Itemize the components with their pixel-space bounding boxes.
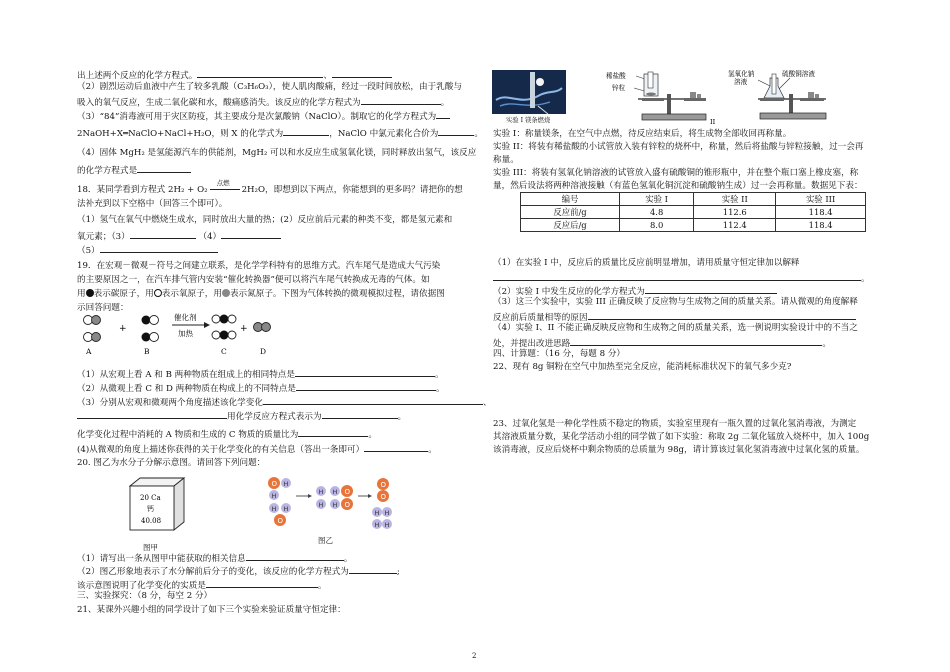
svg-text:O: O: [344, 488, 351, 496]
svg-text:O: O: [344, 501, 351, 509]
svg-text:H: H: [271, 505, 277, 513]
balance-naoh-cuso4-figure: [728, 68, 838, 124]
acid-label: 稀盐酸: [606, 72, 626, 80]
answer-blank[interactable]: [295, 366, 435, 377]
q18-line3: （1）氢气在氧气中燃烧生成水，同时放出大量的热；(2）反应前后元素的种类不变，都是氢元素和: [77, 215, 453, 225]
table-cell: 反应后/g: [521, 219, 620, 232]
reaction-condition: 点燃: [208, 184, 242, 197]
q21-3-line1: （3）这三个实验中，实验 III 正确反映了反应物与生成物之间的质量关系。请从微观的角度解释: [493, 297, 858, 307]
q18-line4: 氧元素；（3） （4）: [77, 228, 281, 244]
table-header-row: [521, 193, 866, 206]
naoh-label-1: 氢氧化钠: [728, 70, 755, 78]
q19-line2: 的主要原因之一，在汽车排气管内安装“催化转换器”便可以将汽车尾气转换成无毒的气体。如: [77, 275, 430, 285]
zinc-label: 锌粒: [612, 84, 626, 92]
section-3-heading: 三、实验探究：（8 分，每空 2 分）: [77, 591, 213, 601]
svg-text:H: H: [374, 521, 380, 529]
gas-conversion-diagram: [80, 310, 290, 356]
answer-blank[interactable]: [221, 228, 281, 239]
experiment-3-desc-2: 量，然后设法将两种溶液接触（有蓝色氢氧化铜沉淀和硫酸钠生成）过一会再称量。数据见下表：: [493, 181, 863, 191]
experiment-i-caption: 实验 I 镁条燃烧: [506, 117, 551, 124]
svg-text:H: H: [283, 480, 289, 488]
svg-text:O: O: [380, 481, 387, 489]
q17-4-line2: 的化学方程式是: [77, 162, 191, 178]
table-header-cell: 编号: [521, 193, 620, 206]
q19-line4: 示回答问题：: [77, 303, 129, 313]
mass-data-table: [520, 192, 866, 232]
q20-3: 该示意图说明了化学变化的实质是 。: [77, 577, 327, 593]
answer-blank[interactable]: [130, 228, 196, 239]
label-a: A: [86, 347, 92, 356]
q17-3-line2: 2NaOH+X═NaClO+NaCl+H₂O，则 X 的化学式为 ，NaClO 中氯元素化合价为 。: [77, 125, 483, 141]
q23-line3: 该消毒液，反应后烧杯中剩余物质的总质量为 98g，请计算该过氧化氢消毒液中过氧化氢的质量。: [493, 445, 865, 455]
answer-blank[interactable]: [645, 283, 777, 294]
water-molecule: [269, 503, 291, 526]
element-name: 钙: [147, 505, 154, 513]
section-4-heading: 四、计算题：（16 分，每题 8 分）: [493, 349, 626, 359]
naoh-label-2: 溶液: [734, 78, 748, 86]
magnesium-burning-photo: [492, 70, 568, 124]
molecule-b: [142, 316, 159, 342]
element-mass: 40.08: [141, 517, 162, 525]
experiment-1-desc: 实验 I：称量镁条，在空气中点燃，待反应结束后，将生成物全部收回再称量。: [493, 129, 792, 139]
answer-blank[interactable]: [100, 242, 218, 253]
q21-4-line1: （4）实验 I、II 不能正确反映反应物和生成物之间的质量关系，选一例说明实验设计中的不当之: [493, 323, 858, 333]
catalyst-label: 催化剂: [174, 313, 197, 322]
q19-2: （2）从微观上看 C 和 D 两种物质在构成上的不同特点是 。: [77, 380, 445, 396]
table-header-cell: 实验 I: [620, 193, 694, 206]
svg-text:H: H: [332, 488, 338, 496]
q19-3b: 用化学反应方程式表示为 。: [77, 408, 406, 424]
answer-blank[interactable]: [77, 408, 227, 419]
svg-text:O: O: [277, 517, 284, 525]
table-cell: 112.4: [694, 219, 776, 232]
q17-2-line1: （2）剧烈运动后血液中产生了较多乳酸（C₃H₆O₃），使人肌肉酸痛，经过一段时间放松，由于乳酸与: [77, 82, 462, 92]
q19-3: （3）分别从宏观和微观两个角度描述该化学变化 、: [77, 394, 492, 410]
table-header-cell: 实验 III: [776, 193, 866, 206]
q21-1: （1）在实验 I 中，反应后的质量比反应前明显增加，请用质量守恒定律加以解释: [493, 258, 800, 268]
answer-blank[interactable]: [137, 162, 191, 173]
q21-intro: 21、某课外兴趣小组的同学设计了如下三个实验来验证质量守恒定律：: [77, 605, 346, 615]
answer-blank[interactable]: [283, 125, 329, 136]
answer-blank[interactable]: [361, 94, 441, 105]
answer-blank[interactable]: [197, 67, 323, 78]
answer-blank[interactable]: [296, 380, 436, 391]
table-cell: 118.4: [776, 206, 866, 219]
answer-blank[interactable]: [364, 441, 428, 452]
nitrogen-atom-icon: [222, 289, 230, 297]
q19-line3: 用 表示碳原子，用 表示氧原子，用 表示氮原子。下图为气体转换的微观模拟过程，请依据图: [77, 289, 445, 299]
answer-blank[interactable]: [263, 394, 483, 405]
plus-sign: +: [240, 324, 248, 334]
q19-1: （1）从宏观上看 A 和 B 两种物质在组成上的相同特点是 。: [77, 366, 444, 382]
oxygen-atom-icon: [154, 289, 162, 297]
table-cell: 8.0: [620, 219, 694, 232]
element-card-figure: [128, 476, 194, 540]
label-c: C: [221, 347, 227, 356]
heat-label: 加热: [178, 329, 193, 338]
arrow-icon: [368, 494, 372, 498]
svg-text:H: H: [318, 488, 324, 496]
experiment-2-desc-2: 称量。: [493, 155, 519, 165]
answer-blank[interactable]: [438, 125, 474, 136]
table-header-cell: 实验 II: [694, 193, 776, 206]
answer-blank[interactable]: [493, 270, 861, 281]
q17-4-line1: （4）固体 MgH₂ 是氢能源汽车的供能剂，MgH₂ 可以和水反应生成氢氧化镁，同时释放出氢气，该反应: [77, 148, 477, 158]
q20-1: （1）请写出一条从图甲中能获取的相关信息 。: [77, 550, 352, 566]
experiment-2-desc-1: 实验 II：将装有稀盐酸的小试管放入装有锌粒的烧杯中，称量，然后将盐酸与锌粒接触，过一会再: [493, 142, 864, 152]
cuso4-label: 硫酸铜溶液: [782, 70, 815, 78]
q18-line2: 法补充到以下空格中（回答三个即可）。: [77, 199, 228, 209]
q18-line1: 18．某同学看到方程式 2H₂ + O₂ 点燃 2H₂O，即想到以下两点，你能想到的更多吗？请把你的想: [77, 179, 463, 195]
page-number: 2: [472, 652, 477, 660]
svg-text:O: O: [271, 480, 278, 488]
q19-line1: 19．在宏观－微观－符号之间建立联系，是化学学科特有的思维方式。汽车尾气是造成大气污染: [77, 261, 441, 271]
q23-line1: 23、过氧化氢是一种化学性质不稳定的物质，实验室里现有一瓶久置的过氧化氢消毒液，为测定: [493, 419, 857, 429]
table-row: [521, 206, 866, 219]
molecule-d: [254, 323, 271, 332]
q23-line2: 其溶液质量分数，某化学活动小组的同学做了如下实验：称取 2g 二氧化锰放入烧杯中，加入 100g: [493, 432, 870, 442]
answer-blank[interactable]: [588, 309, 856, 320]
answer-blank[interactable]: [436, 108, 450, 119]
svg-text:H: H: [384, 521, 390, 529]
q22-text: 22、现有 8g 铜粉在空气中加热至完全反应，能消耗标准状况下的氧气多少克?: [493, 362, 792, 372]
answer-blank[interactable]: [349, 563, 397, 574]
reaction-arrow-icon: [204, 322, 210, 328]
svg-text:H: H: [332, 501, 338, 509]
q20-title: 20. 图乙为水分子分解示意图。请回答下列问题：: [77, 458, 266, 468]
table-cell: 118.4: [776, 219, 866, 232]
q17-2-line2: 吸入的氧气反应，生成二氧化碳和水，酸痛感消失。该反应的化学方程式为 。: [77, 94, 449, 110]
water-decomposition-figure: [262, 474, 402, 530]
q21-2: （2）实验 I 中发生反应的化学方程式为: [493, 283, 777, 299]
fig-jia-caption: 图甲: [143, 543, 158, 552]
molecule-c: [212, 315, 236, 340]
q19-3c: 化学变化过程中消耗的 A 物质和生成的 C 物质的质量比为 。: [77, 426, 377, 442]
svg-text:H: H: [318, 501, 324, 509]
q20-2: （2）图乙形象地表示了水分解前后分子的变化，该反应的化学方程式为 ;: [77, 563, 400, 579]
svg-text:H: H: [384, 509, 390, 517]
q21-1-answer: 。: [493, 270, 870, 286]
q17-3-line1: （3）“84”消毒液可用于灾区防疫，其主要成分是次氯酸钠（NaClO）。制取它的化学方程式为: [77, 108, 450, 124]
answer-blank[interactable]: [322, 408, 398, 419]
balance-zinc-acid-figure: [602, 70, 716, 126]
svg-text:O: O: [380, 493, 387, 501]
plus-sign: +: [119, 324, 127, 334]
arrow-icon: [308, 494, 312, 498]
answer-blank[interactable]: [570, 335, 822, 346]
svg-text:H: H: [283, 505, 289, 513]
q21-4-line2: 处，并提出改进思路 。: [493, 335, 831, 351]
water-molecule: [268, 477, 291, 500]
answer-blank[interactable]: [298, 426, 368, 437]
q21-3-line2: 反应前后质量相等的原因: [493, 309, 856, 325]
table-cell: 112.6: [694, 206, 776, 219]
q17-line1: 出上述两个反应的化学方程式。 、: [77, 67, 392, 83]
separated-atoms: [316, 485, 353, 510]
q18-line5: （5）: [77, 242, 218, 258]
molecule-a: [84, 316, 101, 342]
table-cell: 4.8: [620, 206, 694, 219]
table-cell: 反应前/g: [521, 206, 620, 219]
product-molecules: [372, 478, 392, 529]
svg-text:H: H: [271, 492, 277, 500]
fig-yi-caption: 图乙: [318, 536, 333, 545]
element-number-symbol: 20 Ca: [140, 494, 161, 502]
label-d: D: [260, 347, 267, 356]
carbon-atom-icon: [86, 289, 94, 297]
answer-blank[interactable]: [246, 550, 344, 561]
experiment-3-desc-1: 实验 III：将装有氢氧化钠溶液的试管放入盛有硫酸铜的锥形瓶中，并在整个瓶口塞上橡皮塞，称: [493, 168, 859, 178]
label-b: B: [144, 347, 150, 356]
svg-text:H: H: [374, 509, 380, 517]
experiment-ii-label: II: [710, 118, 716, 126]
q19-4: (4)从微观的角度上描述你获得的关于化学变化的有关信息（答出一条即可） 。: [77, 441, 437, 457]
answer-blank[interactable]: [206, 577, 318, 588]
answer-blank[interactable]: [332, 67, 392, 78]
table-row: [521, 219, 866, 232]
